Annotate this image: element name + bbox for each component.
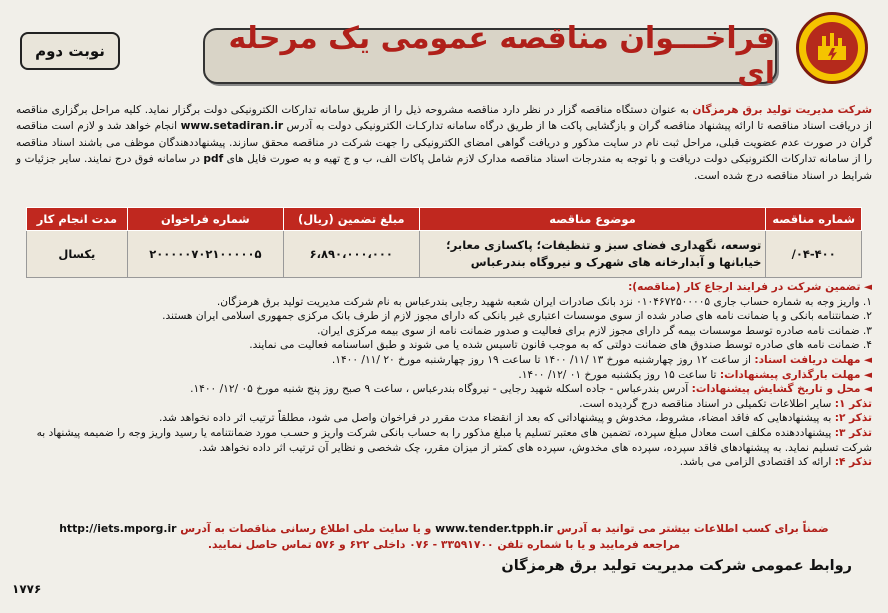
bullet-icon: ◄ xyxy=(863,281,872,293)
intro-line-2: کلیه مراحل برگزاری مناقصه از دریافت اسناد مناقصه تا ارائه پیشنهاد مناقصه گران و بازگشایی پاکت ها از طریق درگاه سامانه تدارکـات الکترونیکی دولت به آدرس xyxy=(16,104,872,133)
tender-table-header xyxy=(27,208,862,231)
contact-info xyxy=(16,521,872,553)
upload-deadline xyxy=(16,368,872,383)
notice-body xyxy=(16,280,872,470)
upload-label: مهلت بارگذاری پیشنهادات: xyxy=(719,368,861,381)
guarantee-amount: ۶،۸۹۰،۰۰۰،۰۰۰ xyxy=(283,231,419,278)
note-2 xyxy=(16,411,872,426)
bullet-icon: ◄ xyxy=(863,353,872,366)
notice-code: ۱۷۷۶ xyxy=(12,582,42,596)
tender-number: ۰۴-۴۰۰/ xyxy=(766,231,862,278)
note-3-text: پیشنهاددهنده مکلف است معادل مبلغ سپرده، تضمین های معتبر تسلیم یا مبلغ مذکور را به حساب بانکی شرکت واریز و حسـب مورد ضمانتنامه یا رسید واریز وجه را ضمیمه پیشنهاد به شرکت تسلیم نماید. به پیشنهادهای فاقد سپرده، سپرده های مخدوش، سپرده های کمتر از میزان مقرر، چک شخصی و نظایر آن ترتیب اثر داده نخواهد شد. xyxy=(36,426,872,454)
intro-line-5a: مدارک لازم شامل پاکات الف، ب و ج تهیه و به صورت فایل های xyxy=(226,153,507,166)
opening-info xyxy=(16,382,872,397)
guarantee-item-4: ۴. ضمانت نامه های صادره توسط صندوق های ضمانت دولتی که به موجب قانون تاسیس شده یا می شوند و طبق اساسنامه فعالیت می نمایند. xyxy=(249,339,872,352)
receive-text: از ساعت ۱۲ روز چهارشنبه مورخ ۱۳ /۱۱/ ۱۴۰۰ تا ساعت ۱۹ روز چهارشنبه مورخ ۲۰ /۱۱/ ۱۴۰۰. xyxy=(331,353,751,366)
tender-table xyxy=(26,207,862,278)
table-row xyxy=(27,231,862,278)
intro-line-5b: در سامانه فوق درج نمایند. سایر جزئیات و شرایط در اسناد مناقصه درج شده است. xyxy=(16,153,872,182)
col-subject: موضوع مناقصه xyxy=(419,208,766,231)
call-number: ۲۰۰۰۰۰۷۰۲۱۰۰۰۰۰۵ xyxy=(127,231,283,278)
bullet-icon: ◄ xyxy=(863,383,872,396)
receive-label: مهلت دریافت اسناد: xyxy=(754,353,861,366)
note-1-label: تذکر ۱: xyxy=(834,397,872,410)
contact-line-2: مراجعه فرمایید و یا با شماره تلفن ۳۳۵۹۱۷۰۰ - ۰۷۶ داخلی ۶۲۲ و ۵۷۶ تماس حاصل نمایید. xyxy=(207,538,681,551)
col-duration: مدت انجام کار xyxy=(27,208,128,231)
work-duration: یکسال xyxy=(27,231,128,278)
round-badge: نوبت دوم xyxy=(20,32,120,70)
note-3-label: تذکر ۳: xyxy=(834,426,872,439)
tender-site-link[interactable]: www.tender.tpph.ir xyxy=(435,522,553,535)
col-number: شماره مناقصه xyxy=(766,208,862,231)
col-guarantee: مبلغ تضمین (ریال) xyxy=(283,208,419,231)
notice-header xyxy=(6,4,882,96)
guarantee-title: تضمین شرکت در فرایند ارجاع کار (مناقصه): xyxy=(628,281,861,293)
public-relations-signature: روابط عمومی شرکت مدیریت تولید برق هرمزگان xyxy=(501,558,852,574)
intro-line-3: انجام خواهد شد و لازم است مناقصه گران در صورت عدم عضویت قبلی، مراحل ثبت نام در سایت مذکور و دریافت گواهی امضای الکترونیکی را xyxy=(16,120,872,149)
receive-deadline xyxy=(16,353,872,368)
col-call-number: شماره فراخوان xyxy=(127,208,283,231)
intro-paragraph xyxy=(16,102,872,184)
note-1 xyxy=(16,397,872,412)
intro-line-4: جهت شرکت در مناقصه محقق سازند. پیشنهاددهندگان موظف می باشند اسناد مناقصه را از سامانه تدارکات الکترونیکی دولت دریافت و با توجه به مندرجات اسناد مناقصه xyxy=(16,136,873,166)
guarantee-item-3: ۳. ضمانت نامه صادره توسط موسسات بیمه گر دارای مجوز لازم برای فعالیت و صدور ضمانت نامه از سوی بیمه مرکزی ایران. xyxy=(317,324,872,337)
pdf-label: pdf xyxy=(203,153,224,166)
company-name: شرکت مدیریت تولید برق هرمزگان xyxy=(692,104,873,116)
bullet-icon: ◄ xyxy=(863,368,872,381)
note-4 xyxy=(16,455,872,470)
intro-line-1: به عنوان دستگاه مناقصه گزار در نظر دارد مناقصه مشروحه ذیل را از طریق سامانه تدارکات الکترونیکی دولت برگزار نماید. xyxy=(144,104,689,116)
tender-notice-page xyxy=(6,4,882,604)
notice-title: فراخـــوان مناقصه عمومی یک مرحله ای xyxy=(228,21,775,91)
subject-line-1: توسعه، نگهداری فضای سبز و تنظیفات؛ پاکسازی معابر؛ xyxy=(446,238,762,252)
note-3 xyxy=(16,426,872,455)
tender-subject xyxy=(419,231,766,278)
iets-site-link[interactable]: http://iets.mporg.ir xyxy=(59,522,177,535)
contact-line-1b: و یا سایت ملی اطلاع رسانی مناقصات به آدرس xyxy=(180,522,432,535)
note-4-label: تذکر ۴: xyxy=(834,456,872,469)
guarantee-section xyxy=(16,280,872,295)
upload-text: تا ساعت ۱۵ روز یکشنبه مورخ ۰۱ /۱۲/ ۱۴۰۰. xyxy=(518,368,717,381)
company-logo xyxy=(796,12,868,84)
notice-title-box xyxy=(203,21,777,91)
guarantee-item-2: ۲. ضمانتنامه بانکی و یا ضمانت نامه های صادر شده از سوی موسسات اعتباری غیر بانکی که دارای مجوز لازم از طرف بانک مرکزی جمهوری اسلامی ایران هستند. xyxy=(162,310,872,323)
logo-graphic xyxy=(812,28,852,68)
note-1-text: سایر اطلاعات تکمیلی در اسناد مناقصه درج گردیده است. xyxy=(579,397,832,410)
open-text: آدرس بندرعباس - جاده اسکله شهید رجایی - نیروگاه بندرعباس ، ساعت ۹ صبح روز پنج شنبه مورخ ۰۵ /۱۲/ ۱۴۰۰. xyxy=(190,383,689,396)
power-plant-logo-icon xyxy=(806,22,858,74)
open-label: محل و تاریخ گشایش پیشنهادات: xyxy=(691,383,861,396)
setadiran-link[interactable]: www.setadiran.ir xyxy=(180,120,284,133)
contact-line-1 xyxy=(16,521,872,537)
note-2-text: به پیشنهادهایی که فاقد امضاء، مشروط، مخدوش و پیشنهاداتی که بعد از انقضاء مدت مقرر در فراخوان واصل می شود، مطلقاً ترتیب اثر داده نخواهد شد. xyxy=(159,412,832,425)
note-4-text: ارائه کد اقتصادی الزامی می باشد. xyxy=(679,456,832,469)
contact-line-1a: ضمناً برای کسب اطلاعات بیشتر می توانید به آدرس xyxy=(556,522,829,535)
guarantee-item-1: ۱. واریز وجه به شماره حساب جاری ۰۱۰۴۶۷۲۵۰۰۰۰۵ نزد بانک صادرات ایران شعبه شهید رجایی بندرعباس به نام شرکت مدیریت تولید برق هرمزگان. xyxy=(216,295,872,308)
note-2-label: تذکر ۲: xyxy=(834,412,872,425)
subject-line-2: خیابانها و آبدارخانه های شهرک و نیروگاه بندرعباس xyxy=(470,255,762,269)
